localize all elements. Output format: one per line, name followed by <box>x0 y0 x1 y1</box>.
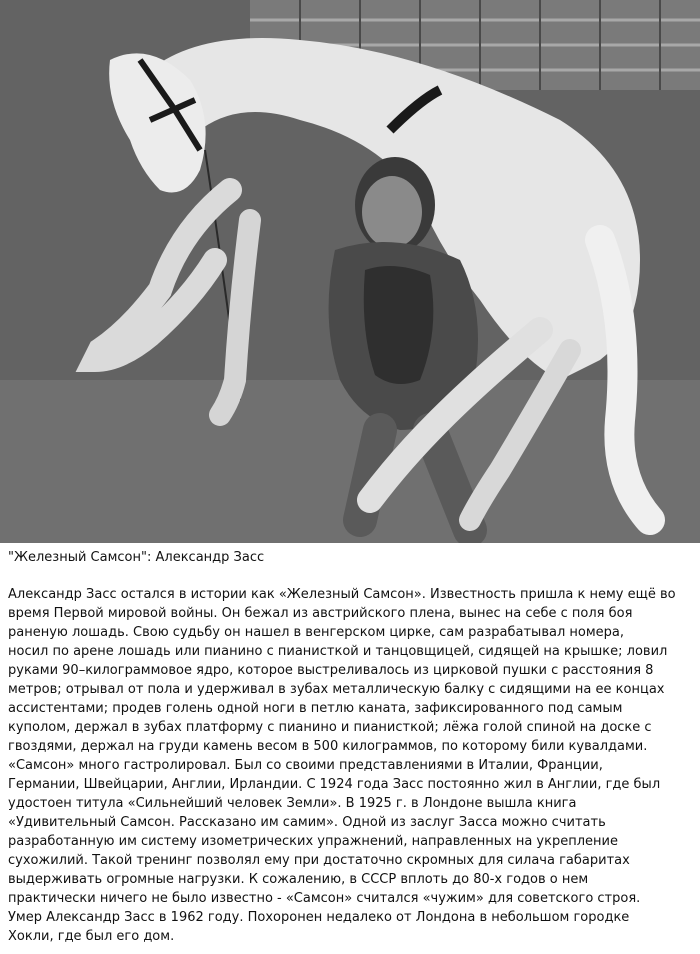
article-line: практически ничего не было известно - «Самсон» считался «чужим» для советского строя. <box>8 891 641 906</box>
article-line: Умер Александр Засс в 1962 году. Похоронен недалеко от Лондона в небольшом городке <box>8 910 630 925</box>
article-line: разработанную им систему изометрических упражнений, направленных на укрепление <box>8 834 618 849</box>
article-line: Германии, Швейцарии, Англии, Ирландии. С 1924 года Засс постоянно жил в Англии, где был <box>8 777 661 792</box>
article-line: выдерживать огромные нагрузки. К сожалению, в СССР вплоть до 80-х годов о нем <box>8 872 589 887</box>
article-line: гвоздями, держал на груди камень весом в 500 килограммов, по которому били кувалдами. <box>8 739 648 754</box>
article-line: сухожилий. Такой тренинг позволял ему при достаточно скромных для силача габаритах <box>8 853 630 868</box>
article-line: удостоен титула «Сильнейший человек Земли». В 1925 г. в Лондоне вышла книга <box>8 796 577 811</box>
article-line: время Первой мировой войны. Он бежал из австрийского плена, вынес на себе с поля боя <box>8 606 633 621</box>
article-line: раненую лошадь. Свою судьбу он нашел в венгерском цирке, сам разрабатывал номера, <box>8 625 625 640</box>
article-line: Александр Засс остался в истории как «Железный Самсон». Известность пришла к нему ещё во <box>8 587 676 602</box>
article-line: Хокли, где был его дом. <box>8 929 175 944</box>
article-line: куполом, держал в зубах платформу с пианино и пианисткой; лёжа голой спиной на доске с <box>8 720 652 735</box>
photo-caption: "Железный Самсон": Александр Засс <box>8 550 265 565</box>
article-line: метров; отрывал от пола и удерживал в зубах металлическую балку с сидящими на ее концах <box>8 682 665 697</box>
article-line: ассистентами; продев голень одной ноги в петлю каната, зафиксированного под самым <box>8 701 623 716</box>
article-line: «Самсон» много гастролировал. Был со своими представлениями в Италии, Франции, <box>8 758 603 773</box>
article-line: носил по арене лошадь или пианино с пианисткой и танцовщицей, сидящей на крышке; ловил <box>8 644 668 659</box>
article-line: руками 90–килограммовое ядро, которое выстреливалось из цирковой пушки с расстояния 8 <box>8 663 654 678</box>
article-line: «Удивительный Самсон. Рассказано им самим». Одной из заслуг Засса можно считать <box>8 815 606 830</box>
article-body <box>8 585 698 946</box>
